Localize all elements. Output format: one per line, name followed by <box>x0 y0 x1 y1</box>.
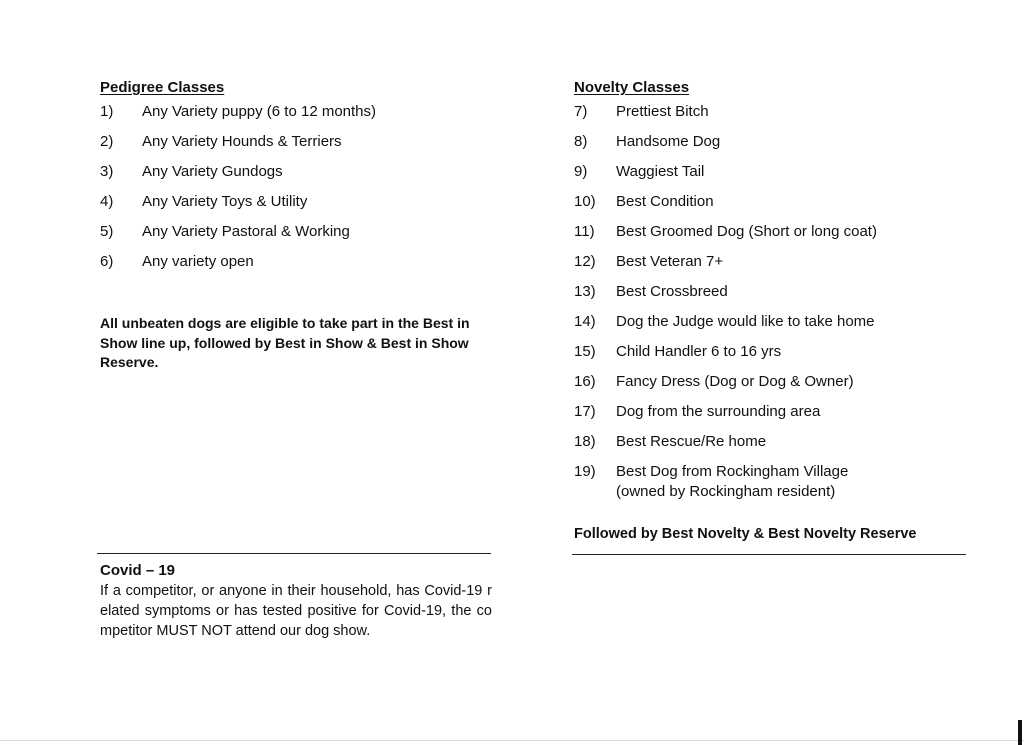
class-number: 14) <box>574 313 596 330</box>
class-item <box>574 282 974 302</box>
class-name: Any Variety puppy (6 to 12 months) <box>142 103 377 120</box>
class-item <box>574 342 974 362</box>
class-name: Dog from the surrounding area <box>616 403 821 420</box>
divider-right <box>572 554 966 555</box>
class-name: Fancy Dress (Dog or Dog & Owner) <box>616 373 854 390</box>
class-number: 1) <box>100 103 114 120</box>
class-name: Waggiest Tail <box>616 163 705 180</box>
divider-left <box>97 553 491 554</box>
class-name: Any Variety Toys & Utility <box>142 193 308 210</box>
class-item <box>574 102 974 122</box>
class-item <box>574 192 974 212</box>
class-item <box>574 402 974 422</box>
class-item <box>100 132 500 152</box>
class-name: Best Rescue/Re home <box>616 433 767 450</box>
class-number: 3) <box>100 163 114 180</box>
class-item <box>574 432 974 452</box>
class-name: Child Handler 6 to 16 yrs <box>616 343 782 360</box>
class-name: Best Dog from Rockingham Village <box>616 463 849 480</box>
class-name: Best Veteran 7+ <box>616 253 724 270</box>
class-number: 15) <box>574 343 596 360</box>
class-item <box>574 312 974 332</box>
class-number: 7) <box>574 103 588 120</box>
class-number: 16) <box>574 373 596 390</box>
class-number: 6) <box>100 253 114 270</box>
class-name: Any Variety Pastoral & Working <box>142 223 350 240</box>
class-name: Dog the Judge would like to take home <box>616 313 875 330</box>
class-number: 4) <box>100 193 114 210</box>
class-item <box>574 162 974 182</box>
class-item <box>574 372 974 392</box>
class-item <box>100 222 500 242</box>
class-name-note: (owned by Rockingham resident) <box>616 483 836 500</box>
class-item <box>574 222 974 242</box>
class-item <box>574 252 974 272</box>
class-name: Best Condition <box>616 193 714 210</box>
scan-edge-mark <box>1018 720 1022 745</box>
class-name: Any Variety Gundogs <box>142 163 283 180</box>
class-name: Any variety open <box>142 253 254 270</box>
class-number: 18) <box>574 433 596 450</box>
class-name: Prettiest Bitch <box>616 103 709 120</box>
class-number: 17) <box>574 403 596 420</box>
class-number: 2) <box>100 133 114 150</box>
class-name: Best Crossbreed <box>616 283 728 300</box>
class-number: 10) <box>574 193 596 210</box>
class-name-multiline <box>616 462 974 502</box>
class-number: 11) <box>574 223 595 240</box>
class-item <box>100 252 500 272</box>
class-name: Any Variety Hounds & Terriers <box>142 133 342 150</box>
novelty-classes-heading: Novelty Classes <box>574 79 690 96</box>
class-item <box>100 192 500 212</box>
class-number: 12) <box>574 253 596 270</box>
page-edge-line <box>0 740 1024 741</box>
novelty-classes-section <box>574 74 974 512</box>
class-number: 8) <box>574 133 588 150</box>
class-name: Handsome Dog <box>616 133 721 150</box>
class-name: Best Groomed Dog (Short or long coat) <box>616 223 877 240</box>
class-number: 19) <box>574 463 596 480</box>
class-number: 13) <box>574 283 596 300</box>
class-number: 9) <box>574 163 588 180</box>
class-item <box>100 102 500 122</box>
best-in-show-note: All unbeaten dogs are eligible to take part in the Best in Show line up, followed by Best in Show & Best in Show Reserve. <box>100 315 470 370</box>
best-novelty-note: Followed by Best Novelty & Best Novelty Reserve <box>574 526 917 542</box>
covid-notice: If a competitor, or anyone in their household, has Covid-19 related symptoms or has tested positive for Covid-19, the competitor MUST NOT attend our dog show. <box>100 583 492 639</box>
class-number: 5) <box>100 223 114 240</box>
pedigree-classes-heading: Pedigree Classes <box>100 79 225 96</box>
class-item <box>574 132 974 152</box>
covid-heading: Covid – 19 <box>100 562 176 579</box>
pedigree-classes-section <box>100 74 500 282</box>
class-item <box>574 462 974 502</box>
class-item <box>100 162 500 182</box>
